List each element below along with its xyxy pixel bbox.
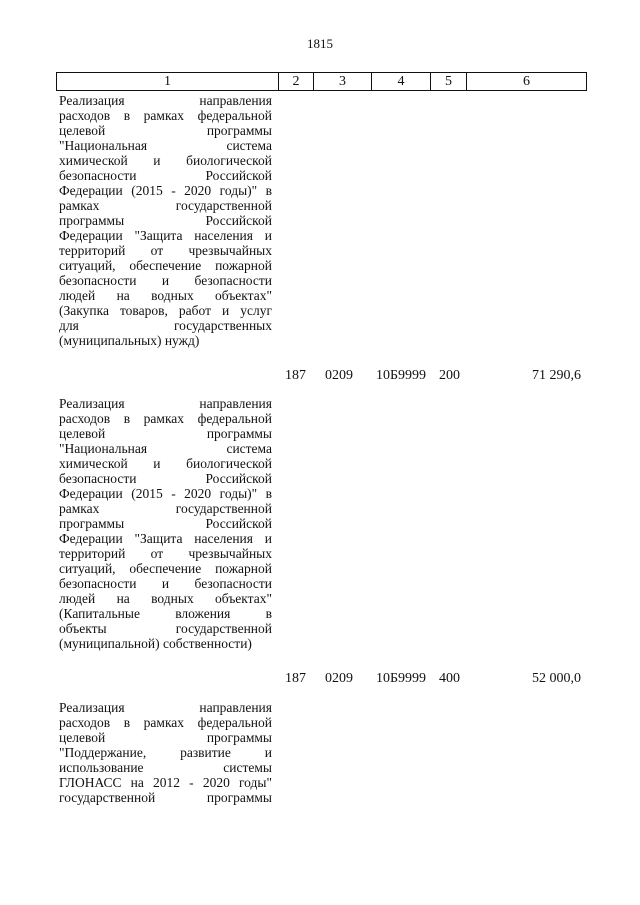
column-header-1: 1 [164,74,171,89]
description-line: программы Российской [59,516,272,531]
column-header-3: 3 [339,74,346,89]
description-line: безопасности и безопасности [59,273,272,288]
description-line: "Национальная система [59,138,272,153]
description-line: программы Российской [59,213,272,228]
row-3-description [59,700,272,805]
row-1-ministry-code: 187 [285,368,306,383]
column-header-5: 5 [445,74,452,89]
description-line: безопасности Российской [59,471,272,486]
description-line: ГЛОНАСС на 2012 - 2020 годы" [59,775,272,790]
description-line: (Закупка товаров, работ и услуг [59,303,272,318]
row-1-section-code: 0209 [325,368,353,383]
description-line: ситуаций, обеспечение пожарной [59,561,272,576]
description-line: Реализация направления [59,700,272,715]
description-line: людей на водных объектах" [59,591,272,606]
description-line: рамках государственной [59,198,272,213]
description-line: "Поддержание, развитие и [59,745,272,760]
description-line: людей на водных объектах" [59,288,272,303]
description-line: расходов в рамках федеральной [59,411,272,426]
description-line: Реализация направления [59,396,272,411]
description-line: безопасности Российской [59,168,272,183]
description-line: целевой программы [59,426,272,441]
description-line: Реализация направления [59,93,272,108]
row-2-target-article: 10Б9999 [376,671,427,686]
description-line: расходов в рамках федеральной [59,715,272,730]
row-1-amount: 71 290,6 [532,368,581,383]
row-2-section-code: 0209 [325,671,353,686]
column-header-6: 6 [523,74,530,89]
column-header-2: 2 [292,74,300,89]
description-line: безопасности и безопасности [59,576,272,591]
row-1-target-article: 10Б9999 [376,368,427,383]
column-header-4: 4 [397,74,405,89]
description-line: для государственных [59,318,272,333]
column-header-row [56,72,587,91]
description-line: химической и биологической [59,456,272,471]
description-line: объекты государственной [59,621,272,636]
description-line: Федерации (2015 - 2020 годы)" в [59,486,272,501]
description-line: Федерации (2015 - 2020 годы)" в [59,183,272,198]
description-line: использование системы [59,760,272,775]
page-number: 1815 [307,36,333,51]
description-line: целевой программы [59,123,272,138]
description-line: целевой программы [59,730,272,745]
description-line: государственной программы [59,790,272,805]
row-2-description [59,396,272,651]
description-line: Федерации "Защита населения и [59,228,272,243]
description-line: (муниципальной) собственности) [59,636,252,651]
row-2-ministry-code: 187 [285,671,306,686]
description-line: (Капитальные вложения в [59,606,272,621]
description-line: рамках государственной [59,501,272,516]
row-1-description [59,93,272,348]
description-line: химической и биологической [59,153,272,168]
description-line: территорий от чрезвычайных [59,243,272,258]
description-line: Федерации "Защита населения и [59,531,272,546]
row-1-expense-type: 200 [439,368,460,383]
row-2-amount: 52 000,0 [532,671,581,686]
description-line: ситуаций, обеспечение пожарной [59,258,272,273]
description-line: расходов в рамках федеральной [59,108,272,123]
description-line: территорий от чрезвычайных [59,546,272,561]
description-line: (муниципальных) нужд) [59,333,200,348]
row-2-expense-type: 400 [439,671,460,686]
description-line: "Национальная система [59,441,272,456]
